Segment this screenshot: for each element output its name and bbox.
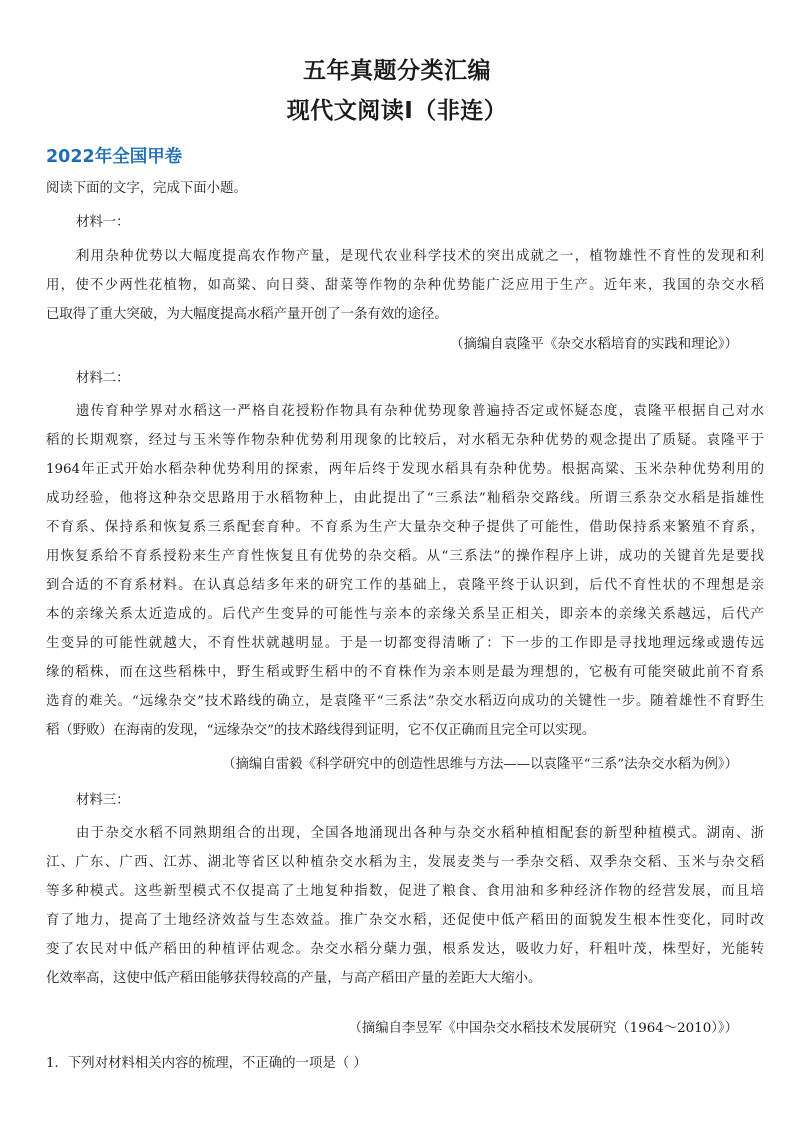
material2-line: 选育的难关。“远缘杂交”技术路线的确立，是袁隆平“三系法”杂交水稻迈向成功的关键性一步。随着雄性不育野生 xyxy=(46,694,764,709)
material2-label: 材料二： xyxy=(76,371,130,386)
material2-line: 稻（野败）在海南的发现，“远缘杂交”的技术路线得到证明，它不仅正确而且完全可以实现。 xyxy=(46,723,596,738)
material1-line: 已取得了重大突破，为大幅度提高水稻产量开创了一条有效的途径。 xyxy=(46,307,448,322)
material3-line: 由于杂交水稻不同熟期组合的出现，全国各地涌现出各种与杂交水稻种植相配套的新型种植模式。湖南、浙 xyxy=(76,826,764,841)
material2-line: 缘的稻株，而在这些稻株中，野生稻或野生稻中的不育株作为亲本则是最为理想的，它极有可能突破此前不育系 xyxy=(46,665,764,680)
material2-line: 生变异的可能性就越大，不育性状就越明显。于是一切都变得清晰了：下一步的工作即是寻找地理远缘或遗传远 xyxy=(46,636,764,651)
document-subtitle: 现代文阅读Ⅰ（非连） xyxy=(286,98,508,124)
material2-line: 到合适的不育系材料。在认真总结多年来的研究工作的基础上，袁隆平终于认识到，后代不育性状的不理想是亲 xyxy=(46,578,764,593)
material2-line: 成功经验，他将这种杂交思路用于水稻物种上，由此提出了“三系法”籼稻杂交路线。所谓三系杂交水稻是指雄性 xyxy=(46,491,764,506)
material2-line: 稻的长期观察，经过与玉米等作物杂种优势利用现象的比较后，对水稻无杂种优势的观念提出了质疑。袁隆平于 xyxy=(46,433,764,448)
material1-line: 用，使不少两性花植物，如高粱、向日葵、甜菜等作物的杂种优势能广泛应用于生产。近年来，我国的杂交水稻 xyxy=(46,278,764,293)
section-heading: 2022年全国甲卷 xyxy=(46,147,183,167)
material3-source: （摘编自李昱军《中国杂交水稻技术发展研究（1964～2010）》） xyxy=(348,1021,738,1036)
material2-line: 不育系、保持系和恢复系三系配套育种。不育系为生产大量杂交种子提供了可能性，借助保持系来繁殖不育系， xyxy=(46,520,764,535)
material2-line: 用恢复系给不育系授粉来生产育性恢复且有优势的杂交稻。从“三系法”的操作程序上讲，成功的关键首先是要找 xyxy=(46,549,764,564)
material2-line: 本的亲缘关系太近造成的。后代产生变异的可能性与亲本的亲缘关系呈正相关，即亲本的亲缘关系越远，后代产 xyxy=(46,607,764,622)
material2-line: 遗传育种学界对水稻这一严格自花授粉作物具有杂种优势现象普遍持否定或怀疑态度，袁隆平根据自己对水 xyxy=(76,404,764,419)
material3-line: 育了地力，提高了土地经济效益与生态效益。推广杂交水稻，还促使中低产稻田的面貌发生根本性变化，同时改 xyxy=(46,913,764,928)
material2-source: （摘编自雷毅《科学研究中的创造性思维与方法——以袁隆平“三系”法杂交水稻为例》） xyxy=(222,757,738,772)
material3-line: 江、广东、广西、江苏、湖北等省区以种植杂交水稻为主，发展麦类与一季杂交稻、双季杂交稻、玉米与杂交稻 xyxy=(46,855,764,870)
material3-line: 变了农民对中低产稻田的种植评估观念。杂交水稻分蘖力强，根系发达，吸收力好，秆粗叶茂，株型好，光能转 xyxy=(46,942,764,957)
material2-line: 1964年正式开始水稻杂种优势利用的探索，两年后终于发现水稻具有杂种优势。根据高粱、玉米杂种优势利用的 xyxy=(46,462,764,477)
material1-label: 材料一： xyxy=(76,215,130,230)
material3-label: 材料三： xyxy=(76,793,130,808)
material3-line: 等多种模式。这些新型模式不仅提高了土地复种指数，促进了粮食、食用油和多种经济作物的经营发展，而且培 xyxy=(46,884,764,899)
document-title: 五年真题分类汇编 xyxy=(303,58,491,84)
question-1: 1．下列对材料相关内容的梳理，不正确的一项是（ ） xyxy=(46,1056,367,1071)
material1-source: （摘编自袁隆平《杂交水稻培育的实践和理论》） xyxy=(450,337,738,352)
material1-line: 利用杂种优势以大幅度提高农作物产量，是现代农业科学技术的突出成就之一，植物雄性不育性的发现和利 xyxy=(76,249,764,264)
material3-line: 化效率高，这使中低产稻田能够获得较高的产量，与高产稻田产量的差距大大缩小。 xyxy=(46,971,542,986)
instruction-text: 阅读下面的文字，完成下面小题。 xyxy=(46,181,247,196)
